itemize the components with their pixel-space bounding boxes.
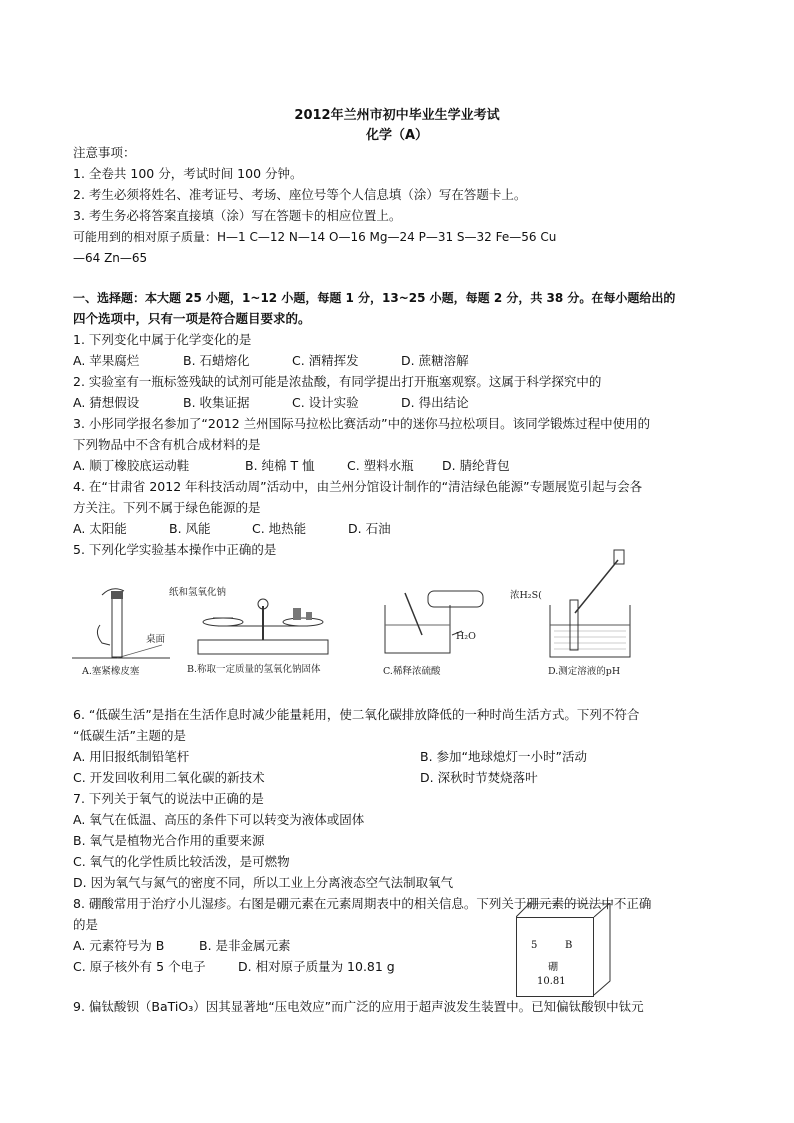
option-c: C. 塑料水瓶 — [347, 458, 414, 473]
option-a: A. 元素符号为 B — [73, 938, 165, 953]
option-a: A. 苹果腐烂 — [73, 353, 140, 368]
question-6-option-b: B. 参加“地球熄灯一小时”活动 — [420, 749, 587, 764]
option-a: A. 顺丁橡胶底运动鞋 — [73, 458, 190, 473]
question-7-option-d: D. 因为氧气与氮气的密度不同，所以工业上分离液态空气法制取氧气 — [73, 875, 454, 890]
element-symbol: B — [565, 940, 573, 951]
option-b: B. 石蜡熔化 — [183, 353, 250, 368]
notice-heading: 注意事项： — [73, 145, 136, 160]
figure-label-water: H₂O — [456, 631, 476, 642]
question-4-options — [73, 521, 391, 537]
option-a: A. 太阳能 — [73, 521, 127, 536]
option-d: D. 蔗糖溶解 — [401, 353, 469, 368]
question-2-stem: 2. 实验室有一瓶标签残缺的试剂可能是浓盐酸，有同学提出打开瓶塞观察。这属于科学探究中的 — [73, 374, 602, 389]
notice-item: 1. 全卷共 100 分，考试时间 100 分钟。 — [73, 166, 303, 181]
element-number: 5 — [531, 940, 538, 951]
figure-label-naoh-paper: 纸和氢氧化钠 — [169, 587, 227, 598]
atomic-mass-line: 可能用到的相对原子质量：H—1 C—12 N—14 O—16 Mg—24 P—31 S—32 Fe—56 Cu — [73, 230, 557, 244]
question-7-option-a: A. 氧气在低温、高压的条件下可以转变为液体或固体 — [73, 812, 365, 827]
notice-item: 3. 考生务必将答案直接填（涂）写在答题卡的相应位置上。 — [73, 208, 402, 223]
notice-item: 2. 考生必须将姓名、准考证号、考场、座位号等个人信息填（涂）写在答题卡上。 — [73, 187, 527, 202]
option-c: C. 原子核外有 5 个电子 — [73, 959, 206, 974]
question-6-option-d: D. 深秋时节焚烧落叶 — [420, 770, 538, 785]
figure-d-ph-test — [540, 545, 640, 660]
page-title: 2012年兰州市初中毕业生学业考试 — [294, 108, 500, 123]
question-3-stem: 3. 小彤同学报名参加了“2012 兰州国际马拉松比赛活动”中的迷你马拉松项目。该同学锻炼过程中使用的 — [73, 416, 651, 431]
question-7-stem: 7. 下列关于氧气的说法中正确的是 — [73, 791, 264, 806]
question-1-stem: 1. 下列变化中属于化学变化的是 — [73, 332, 252, 347]
figure-c-caption: C.稀释浓硫酸 — [383, 666, 441, 677]
figure-b-caption: B.称取一定质量的氢氧化钠固体 — [187, 664, 321, 675]
question-9-stem: 9. 偏钛酸钡（BaTiO₃）因其显著地“压电效应”而广泛的应用于超声波发生装置中。已知偏钛酸钡中钛元 — [73, 999, 644, 1014]
option-c: C. 地热能 — [252, 521, 307, 536]
figure-label-desk: 桌面 — [146, 634, 166, 645]
section-heading: 一、选择题：本大题 25 小题，1~12 小题，每题 1 分，13~25 小题，每题 2 分，共 38 分。在每小题给出的 — [73, 291, 676, 305]
option-c: C. 酒精挥发 — [292, 353, 359, 368]
option-a: A. 猜想假设 — [73, 395, 140, 410]
question-8-options — [73, 959, 395, 975]
question-8-stem: 的是 — [73, 917, 99, 932]
option-d: D. 石油 — [348, 521, 391, 536]
element-name: 硼 — [548, 962, 558, 973]
figure-a-stopper — [72, 585, 172, 660]
figure-c-dilution — [380, 585, 515, 657]
question-6-option-a: A. 用旧报纸制铅笔杆 — [73, 749, 190, 764]
atomic-mass-line: —64 Zn—65 — [73, 251, 148, 265]
element-card-3d-edge — [516, 903, 612, 997]
element-mass: 10.81 — [537, 976, 566, 987]
question-6-option-c: C. 开发回收利用二氧化碳的新技术 — [73, 770, 265, 785]
question-8-stem: 8. 硼酸常用于治疗小儿湿疹。右图是硼元素在元素周期表中的相关信息。下列关于硼元素的说法中不正确 — [73, 896, 652, 911]
question-7-option-c: C. 氧气的化学性质比较活泼，是可燃物 — [73, 854, 290, 869]
option-b: B. 是非金属元素 — [199, 938, 291, 953]
question-3-options — [73, 458, 510, 474]
question-4-stem: 4. 在“甘肃省 2012 年科技活动周”活动中，由兰州分馆设计制作的“清洁绿色能源”专题展览引起与会各 — [73, 479, 643, 494]
figure-a-caption: A.塞紧橡皮塞 — [82, 666, 140, 677]
option-c: C. 设计实验 — [292, 395, 359, 410]
question-7-option-b: B. 氧气是植物光合作用的重要来源 — [73, 833, 265, 848]
question-4-stem: 方关注。下列不属于绿色能源的是 — [73, 500, 261, 515]
option-b: B. 风能 — [169, 521, 211, 536]
question-2-options — [73, 395, 469, 411]
section-heading: 四个选项中，只有一项是符合题目要求的。 — [73, 311, 311, 326]
figure-b-balance — [188, 596, 348, 661]
question-5-stem: 5. 下列化学实验基本操作中正确的是 — [73, 542, 277, 557]
option-b: B. 收集证据 — [183, 395, 250, 410]
question-3-stem: 下列物品中不含有机合成材料的是 — [73, 437, 261, 452]
figure-d-caption: D.测定溶液的pH — [548, 666, 621, 677]
figure-label-acid: 浓H₂S( — [510, 590, 542, 601]
question-1-options — [73, 353, 469, 369]
question-6-stem: 6. “低碳生活”是指在生活作息时减少能量耗用，使二氧化碳排放降低的一种时尚生活方式。下列不符合 — [73, 707, 640, 722]
question-8-options — [73, 938, 291, 954]
option-d: D. 相对原子质量为 10.81 g — [238, 959, 395, 974]
page-subtitle: 化学（A） — [365, 128, 429, 143]
option-d: D. 腈纶背包 — [442, 458, 510, 473]
option-d: D. 得出结论 — [401, 395, 469, 410]
option-b: B. 纯棉 T 恤 — [245, 458, 315, 473]
question-6-stem: “低碳生活”主题的是 — [73, 728, 186, 743]
